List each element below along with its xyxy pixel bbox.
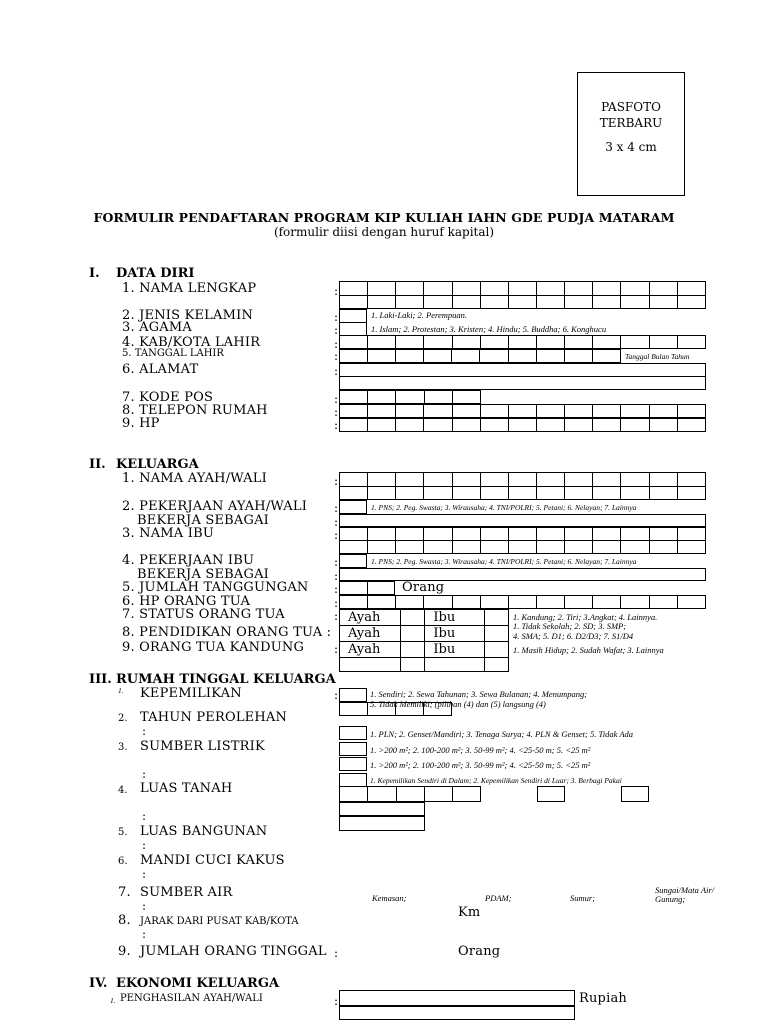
status-ayah-label: Ayah bbox=[340, 610, 401, 626]
label-jumlah-orang-tinggal: JUMLAH ORANG TINGGAL bbox=[140, 944, 327, 959]
label-kode-pos: 7. KODE POS bbox=[122, 390, 214, 405]
num-luas-tanah: 4. bbox=[118, 785, 128, 796]
sumber-air-box-1[interactable] bbox=[339, 786, 481, 802]
kepemilikan-options-2: 5. Tidak Memiliki; (pilihan (4) dan (5) langsung (4) bbox=[370, 699, 546, 709]
label-penghasilan-ayah: PENGHASILAN AYAH/WALI bbox=[120, 993, 263, 1004]
nama-ayah-grid[interactable] bbox=[339, 472, 706, 500]
label-orang-tua-kandung: 9. ORANG TUA KANDUNG bbox=[122, 640, 305, 655]
jenis-kelamin-options: 1. Laki-Laki; 2. Perempuan. bbox=[371, 310, 468, 320]
jenis-kelamin-input[interactable] bbox=[339, 309, 367, 323]
penghasilan-ayah-input[interactable] bbox=[339, 990, 575, 1006]
num-penghasilan: 1. bbox=[110, 996, 116, 1005]
kandung-ayah-label: Ayah bbox=[340, 642, 401, 658]
num-jarak: 8. bbox=[118, 913, 131, 928]
form-subtitle: (formulir diisi dengan huruf kapital) bbox=[273, 225, 495, 239]
status-options: 1. Kandung; 2. Tiri; 3.Angkat; 4. Lainnya. bbox=[513, 612, 658, 622]
form-title: FORMULIR PENDAFTARAN PROGRAM KIP KULIAH IAHN GDE PUDJA MATARAM bbox=[93, 210, 675, 225]
section-4-number: IV. bbox=[89, 976, 108, 991]
hp-grid[interactable] bbox=[339, 418, 706, 432]
photo-size: 3 x 4 cm bbox=[605, 140, 657, 154]
label-sumber-air: SUMBER AIR bbox=[140, 885, 233, 900]
section-2-number: II. bbox=[89, 457, 106, 472]
jumlah-orang-unit: Orang bbox=[458, 944, 501, 959]
num-sumber-air: 7. bbox=[118, 885, 131, 900]
agama-input[interactable] bbox=[339, 322, 367, 336]
pendidikan-options-1: 1. Tidak Sekolah; 2. SD; 3. SMP; bbox=[513, 621, 627, 631]
orang-tua-grid[interactable] bbox=[339, 609, 509, 672]
label-nama-ibu: 3. NAMA IBU bbox=[122, 526, 214, 541]
label-agama: 3. AGAMA bbox=[122, 320, 192, 335]
label-pekerjaan-ayah: 2. PEKERJAAN AYAH/WALI bbox=[122, 499, 308, 514]
penghasilan-ayah-input-2[interactable] bbox=[339, 1006, 575, 1020]
section-4-heading: EKONOMI KELUARGA bbox=[116, 976, 280, 991]
luas-bangunan-options: 1. >200 m²; 2. 100-200 m²; 3. 50-99 m²; 4. <25-50 m; 5. <25 m² bbox=[370, 760, 591, 770]
num-jumlah: 9. bbox=[118, 944, 131, 959]
label-hp-orang-tua: 6. HP ORANG TUA bbox=[122, 594, 251, 609]
label-nama-lengkap: 1. NAMA LENGKAP bbox=[122, 281, 257, 296]
luas-tanah-options: 1. >200 m²; 2. 100-200 m²; 3. 50-99 m²; 4. <25-50 m; 5. <25 m² bbox=[370, 745, 591, 755]
section-1-heading: DATA DIRI bbox=[116, 266, 195, 281]
section-1-number: I. bbox=[89, 266, 100, 281]
num-listrik: 3. bbox=[118, 742, 128, 753]
photo-label-2: TERBARU bbox=[599, 116, 663, 130]
label-alamat: 6. ALAMAT bbox=[122, 362, 199, 377]
num-tahun: 2. bbox=[118, 713, 128, 724]
label-telepon-rumah: 8. TELEPON RUMAH bbox=[122, 403, 268, 418]
bekerja-sebagai-ibu-input[interactable] bbox=[339, 568, 706, 581]
luas-bangunan-input[interactable] bbox=[339, 757, 367, 771]
tanggal-lahir-grid[interactable] bbox=[339, 349, 621, 363]
label-luas-bangunan: LUAS BANGUNAN bbox=[140, 824, 268, 839]
num-luas-bangunan: 5. bbox=[118, 827, 128, 838]
label-pekerjaan-ibu: 4. PEKERJAAN IBU bbox=[122, 553, 255, 568]
label-bekerja-sebagai-ayah: BEKERJA SEBAGAI bbox=[137, 513, 270, 528]
label-mandi-cuci-kakus: MANDI CUCI KAKUS bbox=[140, 853, 285, 868]
hp-orang-tua-grid[interactable] bbox=[339, 595, 706, 609]
tanggungan-unit: Orang bbox=[402, 580, 445, 595]
section-3-heading: RUMAH TINGGAL KELUARGA bbox=[116, 672, 336, 687]
label-kab-kota-lahir: 4. KAB/KOTA LAHIR bbox=[122, 335, 261, 350]
nama-lengkap-grid[interactable] bbox=[339, 281, 706, 309]
kab-kota-grid[interactable] bbox=[339, 335, 706, 349]
label-sumber-listrik: SUMBER LISTRIK bbox=[140, 739, 265, 754]
kandung-options: 1. Masih Hidup; 2. Sudah Wafat; 3. Lainnya bbox=[513, 645, 664, 655]
tahun-perolehan-grid[interactable] bbox=[339, 702, 452, 716]
num-mck: 6. bbox=[118, 856, 128, 867]
status-ibu-label: Ibu bbox=[425, 610, 484, 626]
label-status-orang-tua: 7. STATUS ORANG TUA bbox=[122, 607, 285, 622]
label-kepemilikan: KEPEMILIKAN bbox=[140, 686, 242, 701]
pekerjaan-ayah-options: 1. PNS; 2. Peg. Swasta; 3. Wirausaha; 4. TNI/POLRI; 5. Petani; 6. Nelayan; 7. Lainnya bbox=[371, 503, 637, 512]
jumlah-orang-input[interactable] bbox=[339, 816, 425, 831]
label-pendidikan-orang-tua: 8. PENDIDIKAN ORANG TUA : bbox=[122, 625, 332, 640]
label-jumlah-tanggungan: 5. JUMLAH TANGGUNGAN bbox=[122, 580, 309, 595]
pekerjaan-ibu-options: 1. PNS; 2. Peg. Swasta; 3. Wirausaha; 4. TNI/POLRI; 5. Petani; 6. Nelayan; 7. Lainnya bbox=[371, 557, 637, 566]
section-3-number: III. bbox=[89, 672, 112, 687]
pendidikan-ayah-label: Ayah bbox=[340, 626, 401, 642]
jarak-input[interactable] bbox=[339, 802, 425, 816]
agama-options: 1. Islam; 2. Protestan; 3. Kristen; 4. Hindu; 5. Buddha; 6. Konghucu bbox=[371, 324, 607, 334]
luas-tanah-input[interactable] bbox=[339, 742, 367, 756]
label-jenis-kelamin: 2. JENIS KELAMIN bbox=[122, 308, 254, 323]
label-jarak: JARAK DARI PUSAT KAB/KOTA bbox=[140, 916, 299, 927]
label-tanggal-lahir: 5. TANGGAL LAHIR bbox=[122, 348, 224, 359]
tanggal-lahir-format: Tanggal Bulan Tahun bbox=[625, 352, 690, 361]
mck-options: 1. Kepemilikan Sendiri di Dalam; 2. Kepemilikan Sendiri di Luar; 3. Berbagi Pakai bbox=[370, 776, 622, 785]
air-sungai-2: Gunung; bbox=[655, 894, 686, 904]
label-nama-ayah: 1. NAMA AYAH/WALI bbox=[122, 471, 267, 486]
photo-label-1: PASFOTO bbox=[601, 100, 661, 114]
pekerjaan-ibu-input[interactable] bbox=[339, 554, 367, 568]
label-bekerja-sebagai-ibu: BEKERJA SEBAGAI bbox=[137, 567, 270, 582]
listrik-options: 1. PLN; 2. Genset/Mandiri; 3. Tenaga Surya; 4. PLN & Genset; 5. Tidak Ada bbox=[370, 729, 634, 739]
jarak-unit: Km bbox=[458, 905, 481, 920]
pendidikan-ibu-label: Ibu bbox=[425, 626, 484, 642]
label-tahun-perolehan: TAHUN PEROLEHAN bbox=[140, 710, 288, 725]
penghasilan-unit: Rupiah bbox=[579, 991, 627, 1006]
air-sumur: Sumur; bbox=[570, 893, 596, 903]
photo-box bbox=[577, 72, 685, 196]
telepon-rumah-grid[interactable] bbox=[339, 404, 706, 418]
air-kemasan: Kemasan; bbox=[372, 893, 407, 903]
nama-ibu-grid[interactable] bbox=[339, 527, 706, 554]
kandung-ibu-label: Ibu bbox=[425, 642, 484, 658]
pendidikan-options-2: 4. SMA; 5. D1; 6. D2/D3; 7. S1/D4 bbox=[513, 631, 634, 641]
section-2-heading: KELUARGA bbox=[116, 457, 199, 472]
sumber-air-box-3[interactable] bbox=[621, 786, 649, 802]
kode-pos-grid[interactable] bbox=[339, 390, 481, 404]
kepemilikan-input[interactable] bbox=[339, 688, 367, 702]
label-hp: 9. HP bbox=[122, 416, 160, 431]
sumber-air-box-2[interactable] bbox=[537, 786, 565, 802]
num-kepemilikan: 1. bbox=[118, 686, 124, 695]
air-sungai-1: Sungai/Mata Air/ bbox=[655, 885, 715, 895]
sumber-listrik-input[interactable] bbox=[339, 726, 367, 740]
kepemilikan-options-1: 1. Sendiri; 2. Sewa Tahunan; 3. Sewa Bulanan; 4. Menumpang; bbox=[370, 689, 588, 699]
jumlah-tanggungan-grid[interactable] bbox=[339, 581, 395, 595]
bekerja-sebagai-ayah-input[interactable] bbox=[339, 514, 706, 527]
mck-input[interactable] bbox=[339, 773, 367, 787]
pekerjaan-ayah-input[interactable] bbox=[339, 500, 367, 514]
air-pdam: PDAM; bbox=[485, 893, 512, 903]
label-luas-tanah: LUAS TANAH bbox=[140, 781, 233, 796]
